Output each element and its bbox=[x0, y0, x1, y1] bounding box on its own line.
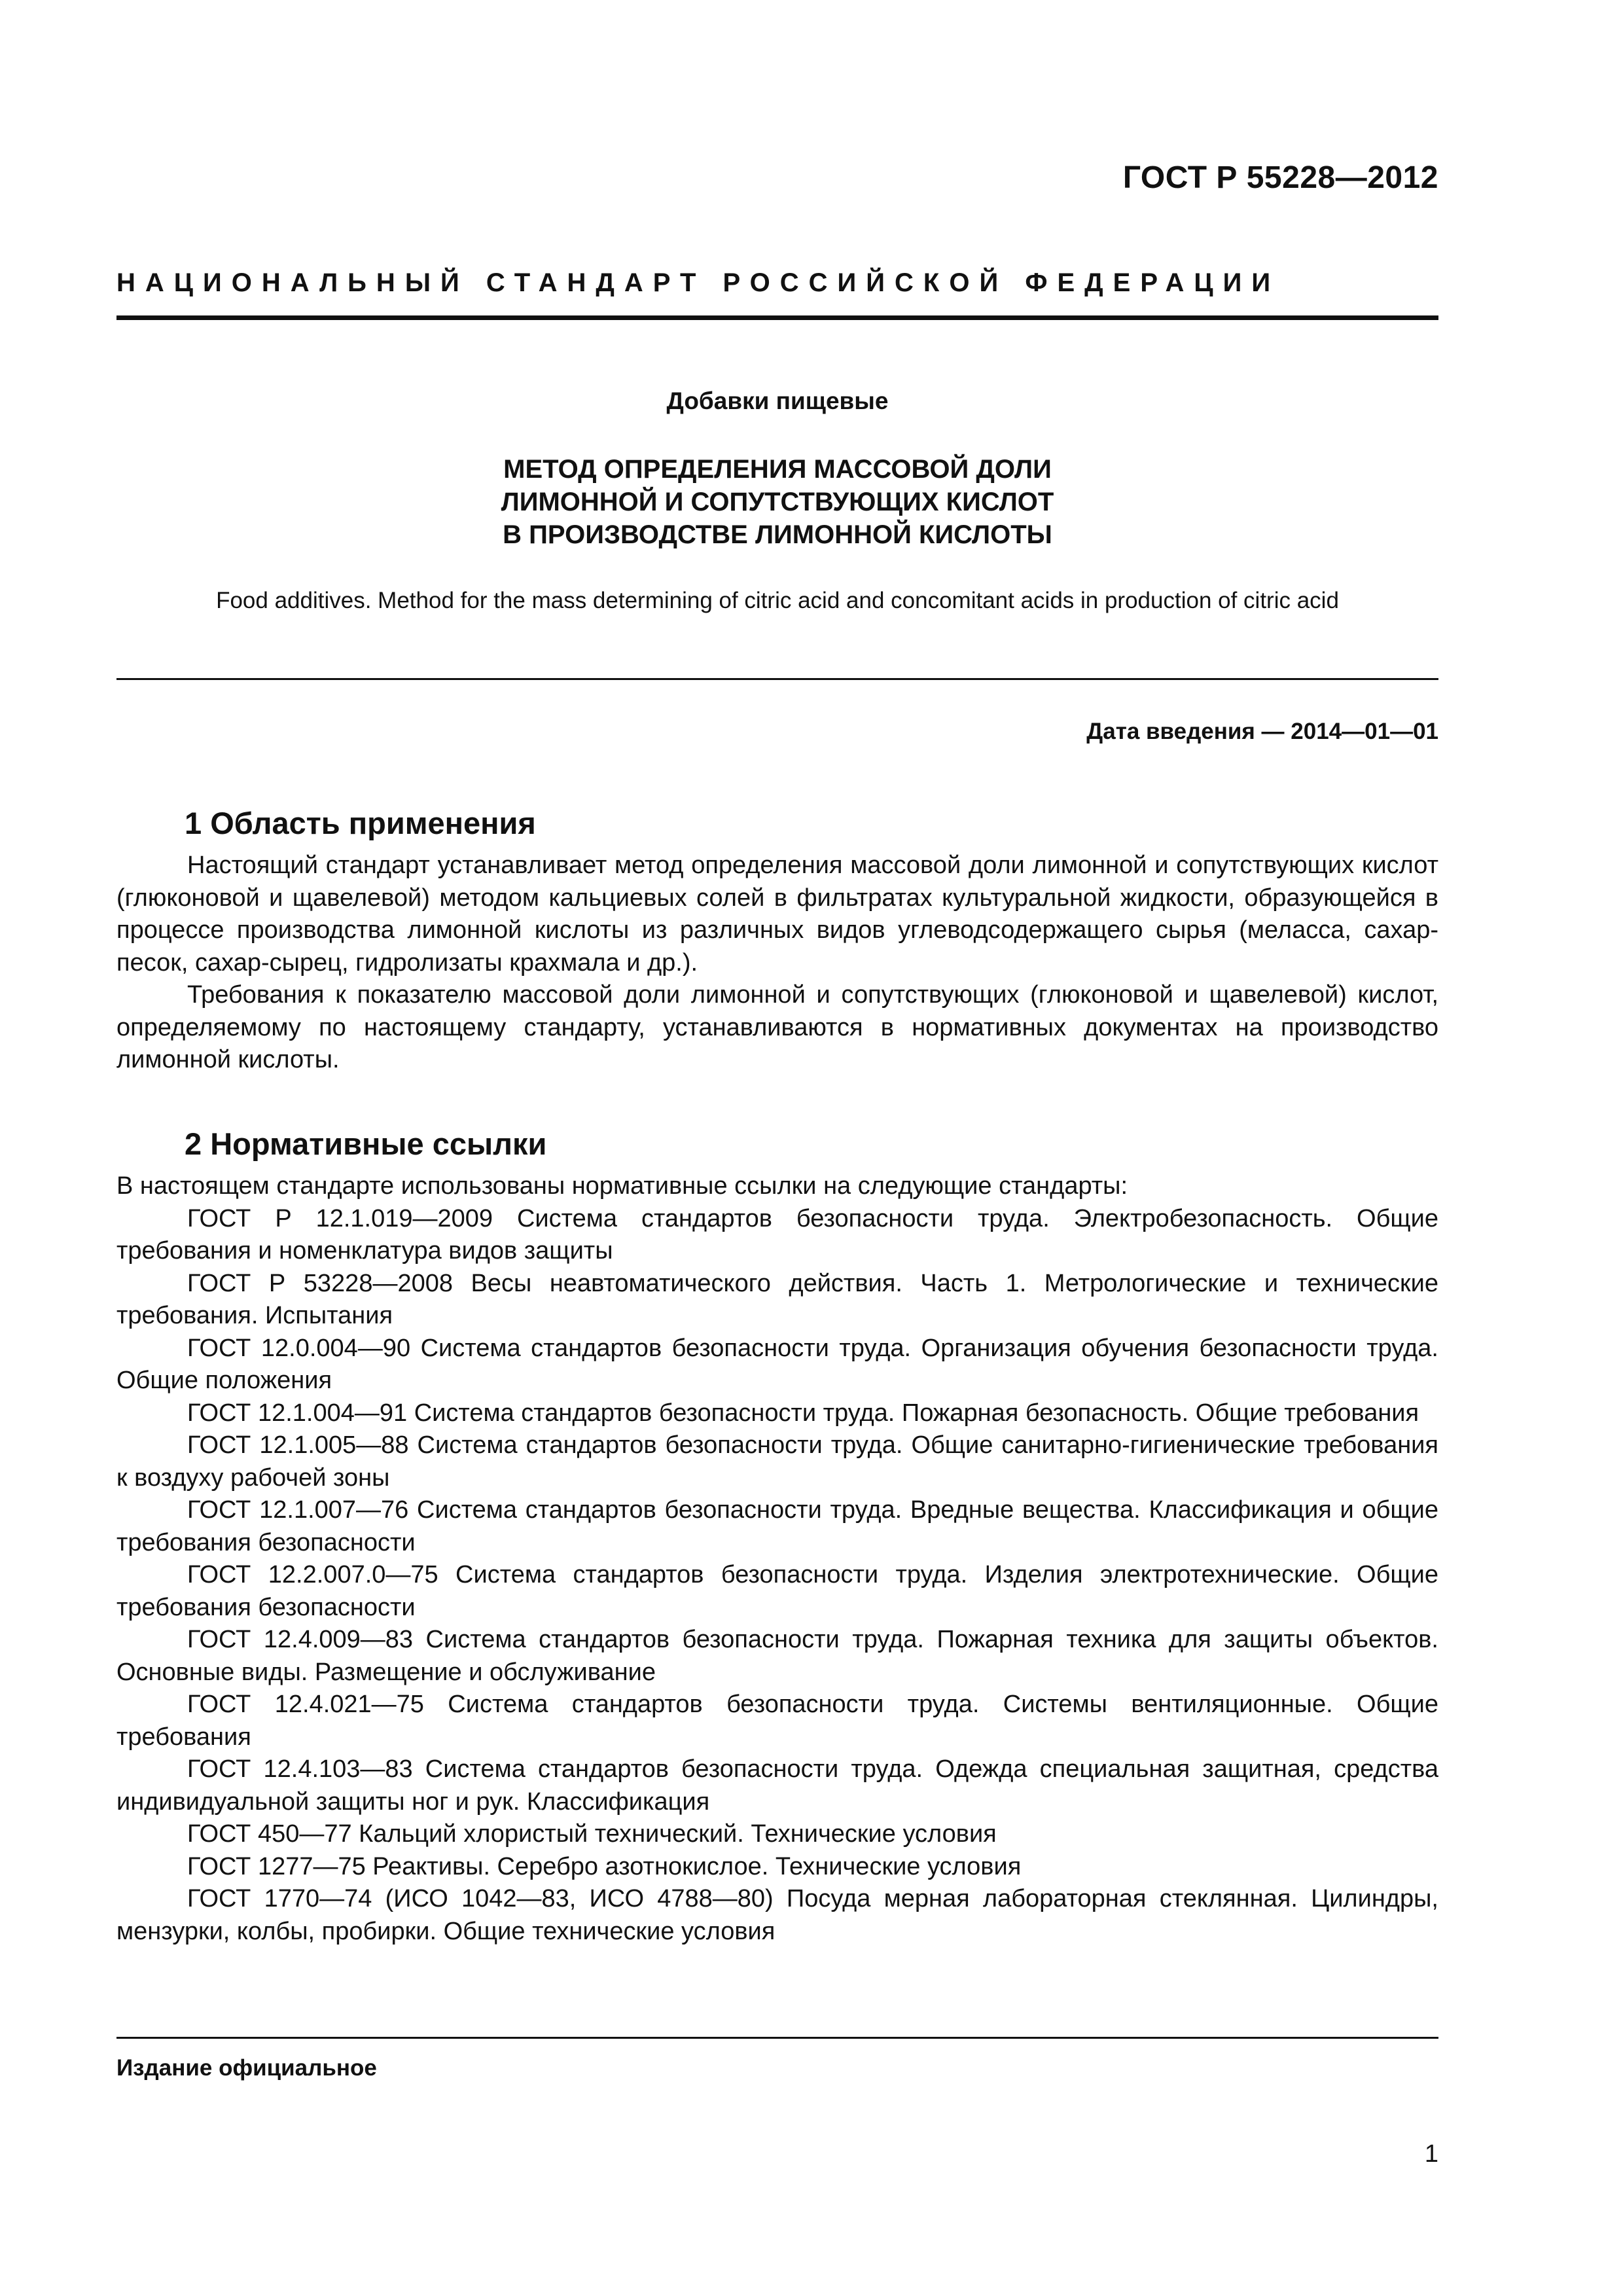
reference-item: ГОСТ 12.1.007—76 Система стандартов безопасности труда. Вредные вещества. Классификация и общие требования безопасности bbox=[116, 1496, 1438, 1556]
section-heading: 2 Нормативные ссылки bbox=[185, 1126, 547, 1161]
title-divider bbox=[116, 678, 1438, 680]
title-line: МЕТОД ОПРЕДЕЛЕНИЯ МАССОВОЙ ДОЛИ bbox=[503, 455, 1052, 484]
reference-item: ГОСТ Р 53228—2008 Весы неавтоматического действия. Часть 1. Метрологические и технические требования. Испытания bbox=[116, 1269, 1438, 1329]
reference-item: ГОСТ 12.2.007.0—75 Система стандартов безопасности труда. Изделия электротехнические. Общие требования безопасности bbox=[116, 1561, 1438, 1621]
footer-divider bbox=[116, 2037, 1438, 2039]
standard-number: ГОСТ Р 55228—2012 bbox=[1122, 160, 1438, 195]
section-scope bbox=[116, 804, 1438, 1077]
paragraph: Настоящий стандарт устанавливает метод определения массовой доли лимонной и сопутствующих кислот (глюконовой и щавелевой) методом кальциевых солей в фильтратах культуральной жидкости, образующейся в процессе производства лимонной кислоты из различных видов углеводсодержащего сырья (меласса, сахар-песок, сахар-сырец, гидролизаты крахмала и др.). bbox=[116, 852, 1438, 977]
english-title: Food additives. Method for the mass determining of citric acid and concomitant acids in production of citric acid bbox=[216, 588, 1339, 613]
reference-item: ГОСТ 12.0.004—90 Система стандартов безопасности труда. Организация обучения безопасности труда. Общие положения bbox=[116, 1334, 1438, 1394]
national-standard-banner: НАЦИОНАЛЬНЫЙ СТАНДАРТ РОССИЙСКОЙ ФЕДЕРАЦИИ bbox=[116, 268, 1281, 297]
reference-item: ГОСТ 1770—74 (ИСО 1042—83, ИСО 4788—80) Посуда мерная лабораторная стеклянная. Цилиндры, мензурки, колбы, пробирки. Общие технические условия bbox=[116, 1885, 1438, 1945]
header-divider bbox=[116, 315, 1438, 320]
title-line: ЛИМОННОЙ И СОПУТСТВУЮЩИХ КИСЛОТ bbox=[501, 488, 1054, 516]
reference-item: ГОСТ 12.4.103—83 Система стандартов безопасности труда. Одежда специальная защитная, средства индивидуальной защиты ног и рук. Классификация bbox=[116, 1755, 1438, 1816]
reference-item: ГОСТ 12.1.004—91 Система стандартов безопасности труда. Пожарная безопасность. Общие требования bbox=[187, 1399, 1419, 1427]
reference-item: ГОСТ 12.4.009—83 Система стандартов безопасности труда. Пожарная техника для защиты объектов. Основные виды. Размещение и обслуживание bbox=[116, 1626, 1438, 1686]
title-line: В ПРОИЗВОДСТВЕ ЛИМОННОЙ КИСЛОТЫ bbox=[503, 520, 1052, 549]
section-heading: 1 Область применения bbox=[185, 806, 536, 840]
document-title bbox=[116, 453, 1438, 551]
edition-label: Издание официальное bbox=[116, 2055, 377, 2081]
paragraph: Требования к показателю массовой доли лимонной и сопутствующих (глюконовой и щавелевой) кислот, определяемому по настоящему стандарту, устанавливаются в нормативных документах на производство лимонной кислоты. bbox=[116, 981, 1438, 1073]
reference-item: ГОСТ 12.1.005—88 Система стандартов безопасности труда. Общие санитарно-гигиенические требования к воздуху рабочей зоны bbox=[116, 1431, 1438, 1492]
section-normative-references bbox=[116, 1124, 1438, 1948]
reference-item: ГОСТ 12.4.021—75 Система стандартов безопасности труда. Системы вентиляционные. Общие требования bbox=[116, 1691, 1438, 1751]
document-subject: Добавки пищевые bbox=[666, 387, 889, 414]
reference-item: ГОСТ 450—77 Кальций хлористый технический. Технические условия bbox=[187, 1820, 997, 1848]
introduction-date: Дата введения — 2014—01—01 bbox=[1086, 719, 1438, 744]
reference-item: ГОСТ 1277—75 Реактивы. Серебро азотнокислое. Технические условия bbox=[187, 1852, 1022, 1880]
reference-item: ГОСТ Р 12.1.019—2009 Система стандартов безопасности труда. Электробезопасность. Общие требования и номенклатура видов защиты bbox=[116, 1204, 1438, 1265]
page-number: 1 bbox=[1424, 2140, 1438, 2168]
paragraph: В настоящем стандарте использованы нормативные ссылки на следующие стандарты: bbox=[116, 1172, 1128, 1200]
